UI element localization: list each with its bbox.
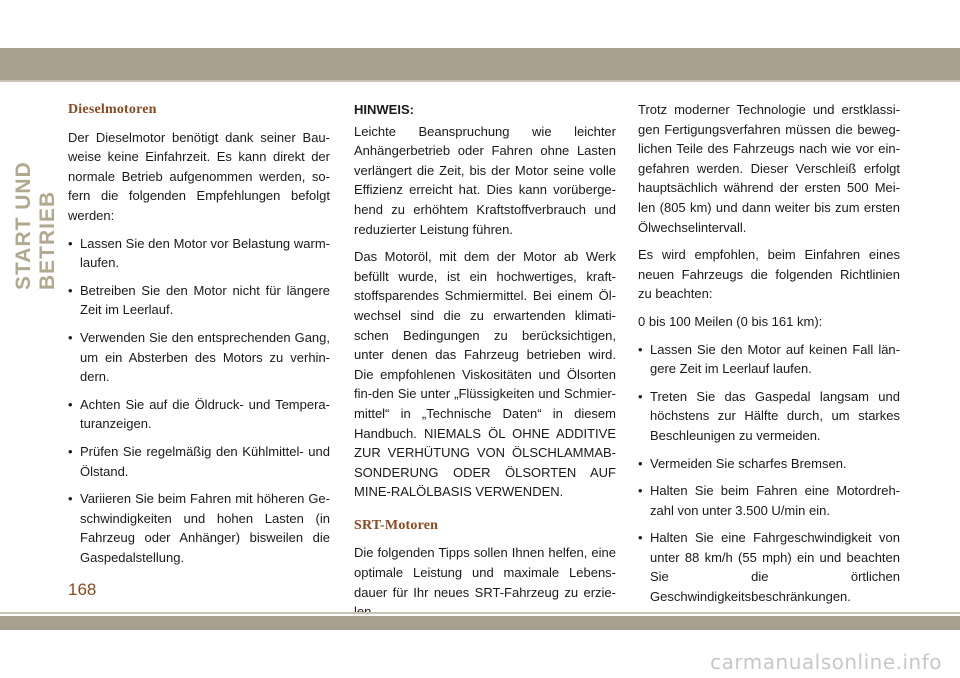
list-item: • Halten Sie beim Fahren eine Motordreh-zahl von unter 3.500 U/min ein. <box>638 481 900 520</box>
section-sidebar-label: START UND BETRIEB <box>12 161 59 290</box>
diesel-intro: Der Dieselmotor benötigt dank seiner Bau-weise keine Einfahrzeit. Es kann direkt der normale Betrieb aufgenommen werden, so-fern die folgenden Empfehlungen befolgt werden: <box>68 129 330 223</box>
list-item: • Prüfen Sie regelmäßig den Kühlmittel- und Ölstand. <box>68 442 330 481</box>
list-item: • Betreiben Sie den Motor nicht für längere Zeit im Leerlauf. <box>68 281 330 320</box>
oil-text: Das Motoröl, mit dem der Motor ab Werk befüllt wurde, ist ein hochwertiges, kraft-stoffsparendes Schmiermittel. Bei einem Öl-wechsel sind die zu erwartenden klimati-schen Bedingungen zu berücksichtigen, unter denen das Fahrzeug betrieben wird. Die empfohlenen Viskositäten und Ölsorten fin-den Sie unter „Flüssigkeiten und Schmier-mittel“ in „Technische Daten“ in diesem Handbuch. NIEMALS ÖL OHNE ADDITIVE ZUR VERHÜTUNG VON ÖLSCHLAMMAB-SONDERUNG ODER ÖLSORTEN AUF MINE-RALÖLBASIS VERWENDEN. <box>354 249 616 500</box>
column-2 <box>354 100 616 630</box>
list-item: • Treten Sie das Gaspedal langsam und höchstens zur Hälfte durch, um starkes Beschleunigen zu vermeiden. <box>638 387 900 446</box>
note-text: Leichte Beanspruchung wie leichter Anhängerbetrieb oder Fahren ohne Lasten verlängert die Zeit, bis der Motor seine volle Effizienz erreicht hat. Dies kann vorüberge-hend zu erhöhtem Kraftstoffverbrauch und reduzierter Leistung führen. <box>354 123 616 237</box>
range-text: 0 bis 100 Meilen (0 bis 161 km): <box>638 313 823 329</box>
diesel-list <box>68 234 330 568</box>
break-in-list <box>638 340 900 607</box>
srt-text: Die folgenden Tipps sollen Ihnen helfen, eine optimale Leistung und maximale Lebens-dauer für Ihr neues SRT-Fahrzeug zu erzie- <box>354 545 616 600</box>
header-stripe <box>0 48 960 80</box>
list-item: • Halten Sie eine Fahrgeschwindigkeit von unter 88 km/h (55 mph) ein und beachten Sie die örtlichen Geschwindigkeitsbeschränkungen. <box>638 528 900 606</box>
header-rule <box>0 80 960 82</box>
page-number: 168 <box>68 580 97 599</box>
recommend-text: Es wird empfohlen, beim Einfahren eines neuen Fahrzeugs die folgenden Richtlinien zu beachten: <box>638 247 900 302</box>
column-3 <box>638 100 900 615</box>
srt-heading: SRT-Motoren <box>354 517 439 533</box>
list-item: • Lassen Sie den Motor vor Belastung warm-laufen. <box>68 234 330 273</box>
watermark: carmanualsonline.info <box>710 650 942 674</box>
list-item: • Variieren Sie beim Fahren mit höheren Ge-schwindigkeiten und hohen Lasten (in Fahrzeug oder Anhänger) bisweilen die Gaspedalstellung. <box>68 489 330 567</box>
break-in-intro: Trotz moderner Technologie und erstklassi-gen Fertigungsverfahren müssen die beweg-lichen Teile des Fahrzeugs nach wie vor ein-gefahren werden. Dieser Verschleiß erfolgt hauptsächlich während der ersten 500 Mei-len (805 km) und dann weiter bis zum ersten Ölwechselintervall. <box>638 102 900 235</box>
list-item: • Achten Sie auf die Öldruck- und Tempera-turanzeigen. <box>68 395 330 434</box>
footer-rule <box>0 612 960 614</box>
footer-stripe <box>0 616 960 630</box>
list-item: • Lassen Sie den Motor auf keinen Fall län-gere Zeit im Leerlauf laufen. <box>638 340 900 379</box>
list-item: • Verwenden Sie den entsprechenden Gang, um ein Absterben des Motors zu verhin-dern. <box>68 328 330 387</box>
diesel-heading: Dieselmotoren <box>68 102 157 117</box>
note-label: HINWEIS: <box>354 102 414 117</box>
header-band <box>0 0 960 80</box>
list-item: • Vermeiden Sie scharfes Bremsen. <box>638 454 900 474</box>
column-1 <box>68 100 330 575</box>
